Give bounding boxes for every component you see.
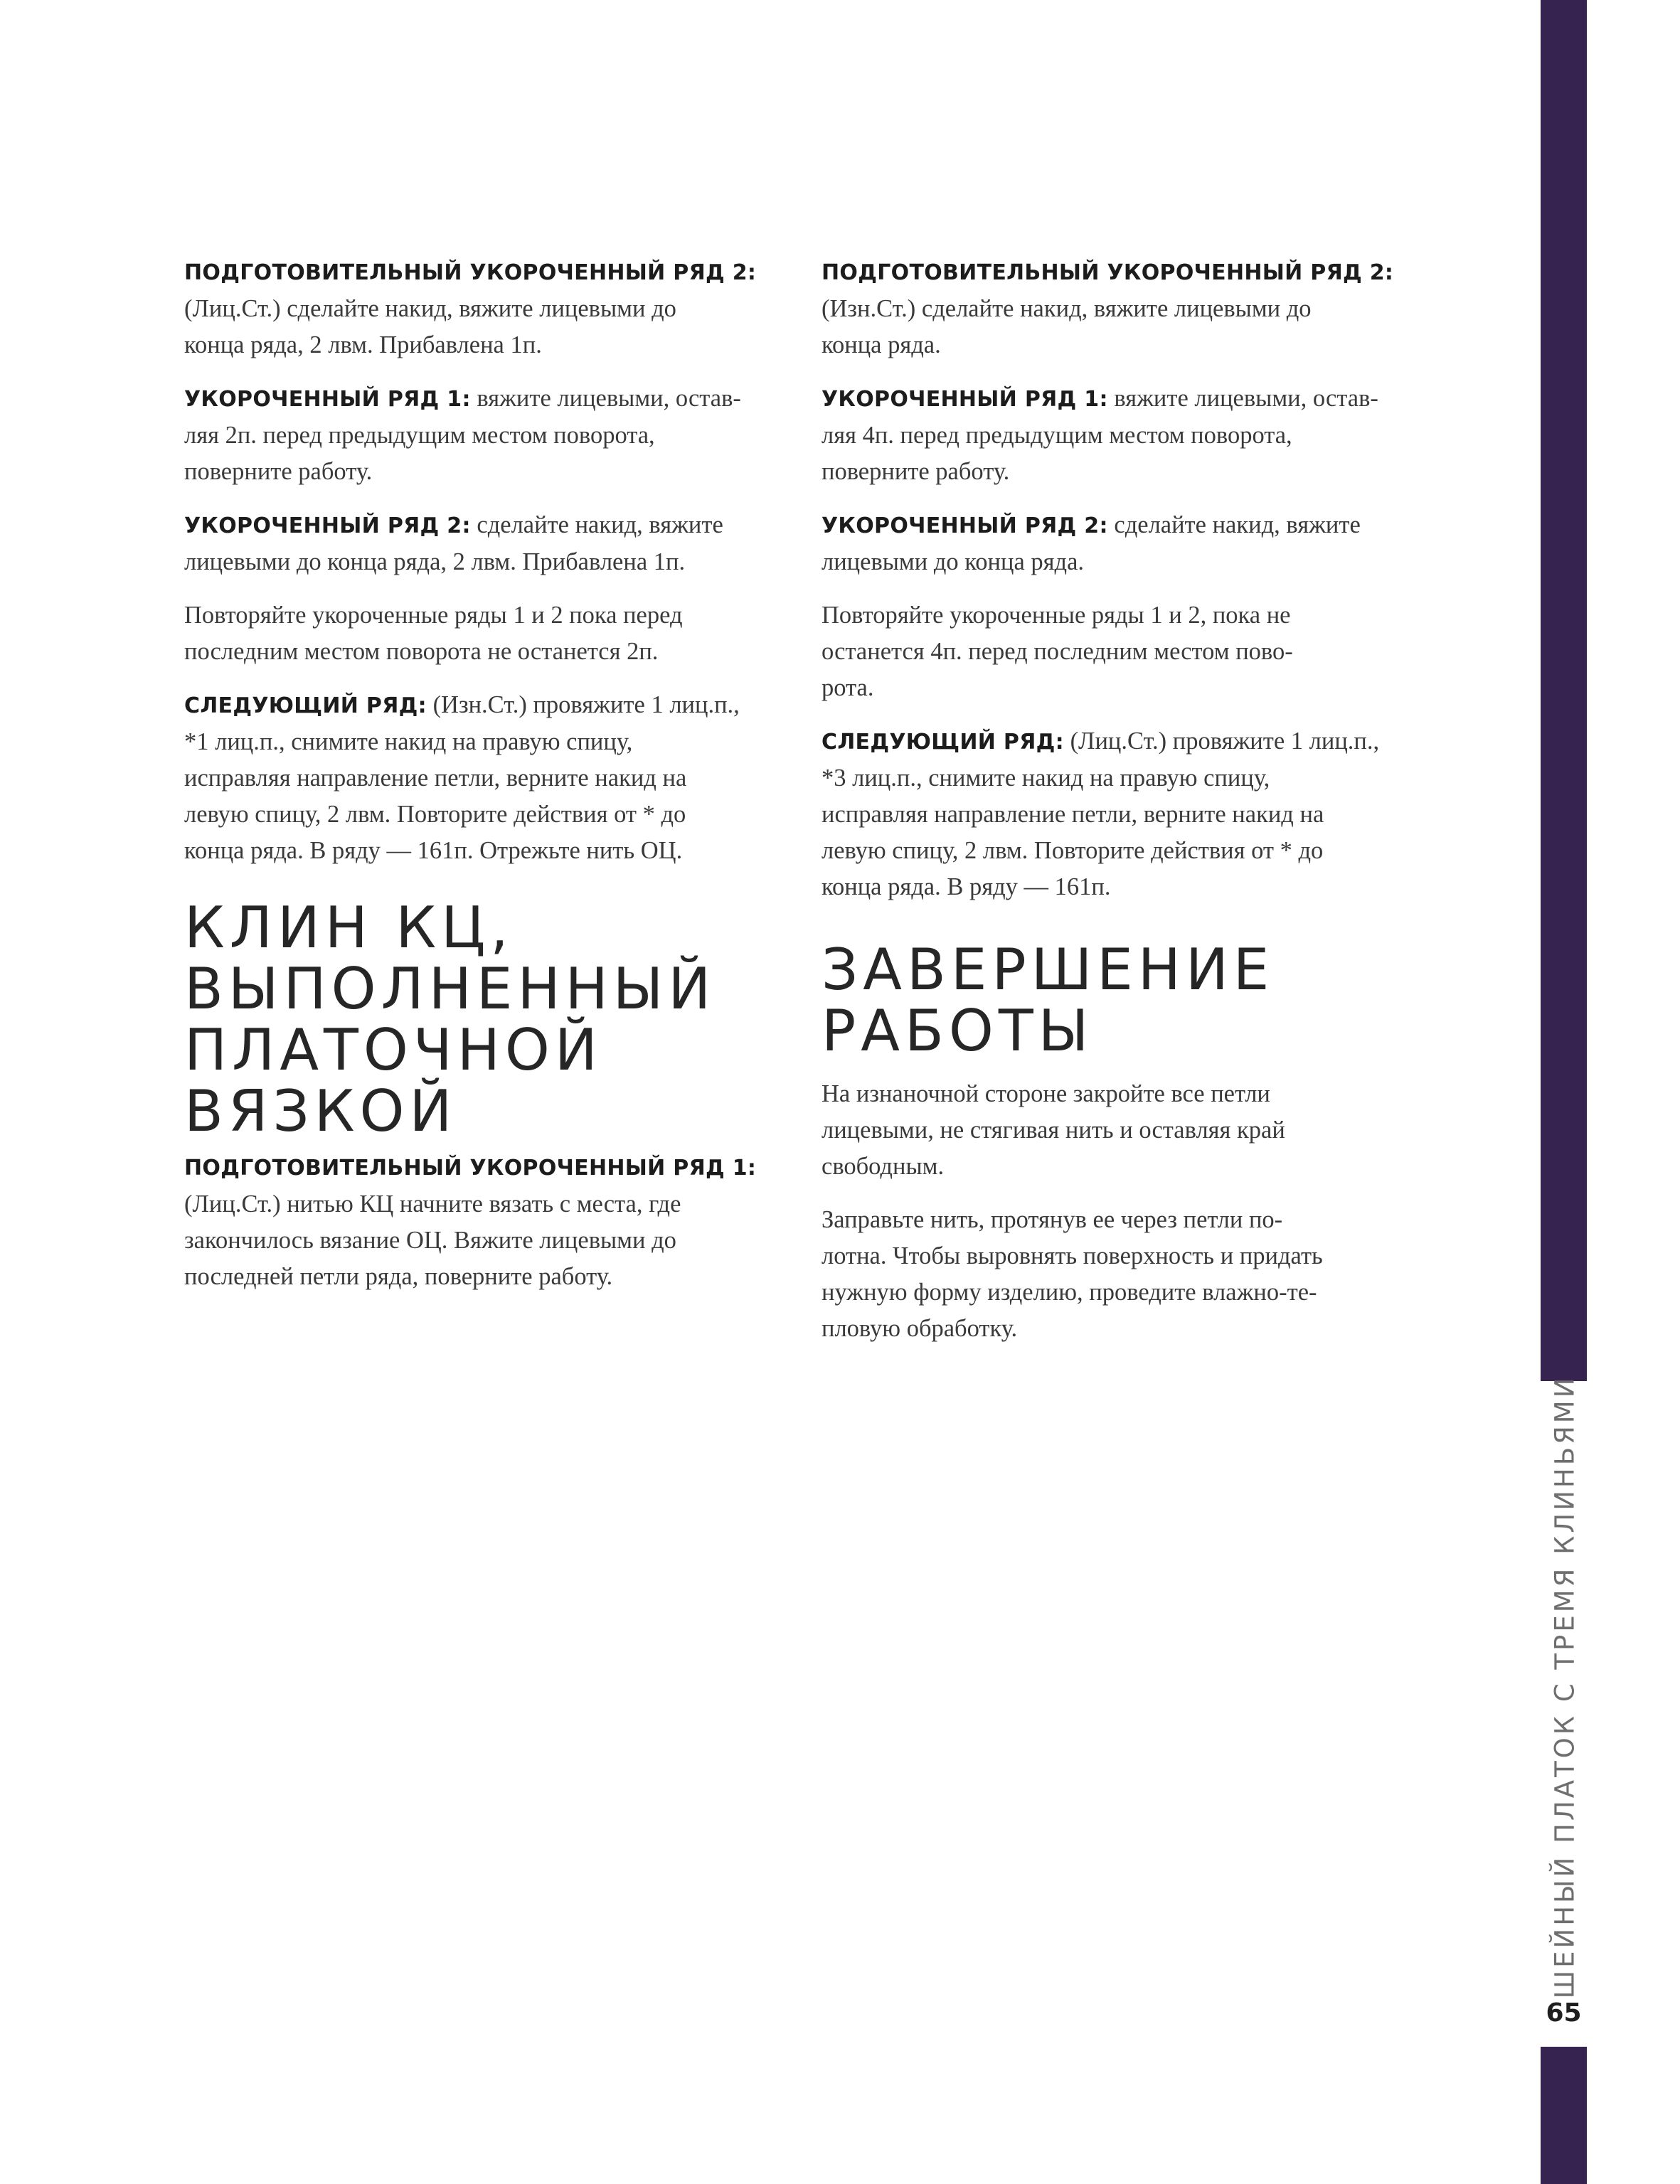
section-title-line: КЛИН КЦ, [184,895,514,961]
paragraph-line: останется 4п. перед последним местом пово- [822,638,1293,665]
paragraph-line: (Лиц.Ст.) сделайте накид, вяжите лицевыми до [184,295,676,322]
left-column [184,254,796,1312]
section-title-line: ВЫПОЛНЕННЫЙ [184,956,716,1022]
paragraph-line: *3 лиц.п., снимите накид на правую спицу, [822,765,1270,792]
paragraph-lead: ПОДГОТОВИТЕЛЬНЫЙ УКОРОЧЕННЫЙ РЯД 2: [184,260,757,285]
paragraph-line: левую спицу, 2 лвм. Повторите действия от * до [822,837,1324,864]
paragraph [822,380,1433,490]
right-paragraphs-bottom [822,1076,1433,1347]
paragraph-lead: ПОДГОТОВИТЕЛЬНЫЙ УКОРОЧЕННЫЙ РЯД 1: [184,1156,757,1181]
paragraph-lead: СЛЕДУЮЩИЙ РЯД: [822,730,1064,755]
paragraph-lead: СЛЕДУЮЩИЙ РЯД: [184,693,427,718]
paragraph [184,380,796,490]
paragraph [184,254,796,363]
section-title-line: ЗАВЕРШЕНИЕ [822,937,1275,1003]
paragraph-line: конца ряда. В ряду — 161п. Отрежьте нить ОЦ. [184,837,683,864]
page-number: 65 [1546,1998,1582,2028]
paragraph [184,597,796,670]
right-paragraphs-top [822,254,1433,905]
left-paragraphs-bottom [184,1149,796,1295]
paragraph-first-line: вяжите лицевыми, остав- [470,385,741,412]
sidebar-band-bottom [1541,2047,1587,2184]
paragraph-line: лотна. Чтобы выровнять поверхность и придать [822,1242,1323,1269]
paragraph-line: закончилось вязание ОЦ. Вяжите лицевыми до [184,1227,676,1254]
paragraph [822,1202,1433,1347]
paragraph-line: лицевыми, не стягивая нить и оставляя край [822,1117,1285,1144]
paragraph-lead: УКОРОЧЕННЫЙ РЯД 2: [822,513,1108,538]
paragraph [184,1149,796,1295]
paragraph [822,254,1433,363]
paragraph [822,597,1433,706]
paragraph-line: нужную форму изделию, проведите влажно-те- [822,1279,1317,1306]
section-title-line: ПЛАТОЧНОЙ [184,1017,602,1083]
paragraph-first-line: (Лиц.Ст.) провяжите 1 лиц.п., [1063,728,1380,755]
paragraph-line: Повторяйте укороченные ряды 1 и 2 пока перед [184,602,683,629]
paragraph-line: На изнаночной стороне закройте все петли [822,1080,1270,1107]
paragraph-line: последним местом поворота не останется 2п. [184,638,659,665]
paragraph-line: левую спицу, 2 лвм. Повторите действия от * до [184,801,686,828]
section-title-line: ВЯЗКОЙ [184,1078,457,1144]
paragraph-line: ляя 4п. перед предыдущим местом поворота, [822,422,1292,449]
paragraph-line: пловую обработку. [822,1315,1018,1342]
paragraph [184,687,796,869]
paragraph-line: поверните работу. [822,458,1010,485]
paragraph-lead: ПОДГОТОВИТЕЛЬНЫЙ УКОРОЧЕННЫЙ РЯД 2: [822,260,1394,285]
section-title-line: РАБОТЫ [822,998,1094,1064]
paragraph-line: свободным. [822,1153,945,1180]
paragraph-line: лицевыми до конца ряда. [822,548,1085,575]
paragraph-first-line: вяжите лицевыми, остав- [1107,385,1378,412]
section-title-finishing [822,939,1433,1062]
paragraph-line: исправляя направление петли, верните накид на [184,765,687,792]
paragraph-line: ляя 2п. перед предыдущим местом поворота, [184,422,655,449]
paragraph-line: рота. [822,674,874,701]
chapter-label: ШЕЙНЫЙ ПЛАТОК С ТРЕМЯ КЛИНЬЯМИ [1549,1375,1580,1999]
paragraph-line: Заправьте нить, протянув ее через петли по- [822,1206,1283,1233]
right-column [822,254,1433,1364]
paragraph-lead: УКОРОЧЕННЫЙ РЯД 1: [822,387,1108,412]
paragraph [822,507,1433,580]
sidebar-band-top [1541,0,1587,1381]
paragraph [822,723,1433,905]
paragraph-line: поверните работу. [184,458,373,485]
paragraph-line: исправляя направление петли, верните накид на [822,801,1324,828]
paragraph-line: (Лиц.Ст.) нитью КЦ начните вязать с места, где [184,1190,681,1218]
paragraph-line: конца ряда, 2 лвм. Прибавлена 1п. [184,331,542,358]
paragraph [822,1076,1433,1185]
paragraph [184,507,796,580]
paragraph-line: (Изн.Ст.) сделайте накид, вяжите лицевыми до [822,295,1312,322]
paragraph-line: последней петли ряда, поверните работу. [184,1263,613,1290]
paragraph-line: лицевыми до конца ряда, 2 лвм. Прибавлена 1п. [184,548,686,575]
left-paragraphs-top [184,254,796,869]
section-title-klin [184,897,796,1142]
paragraph-line: *1 лиц.п., снимите накид на правую спицу, [184,728,633,755]
paragraph-lead: УКОРОЧЕННЫЙ РЯД 1: [184,387,471,412]
paragraph-first-line: сделайте накид, вяжите [470,511,723,538]
paragraph-line: конца ряда. В ряду — 161п. [822,873,1111,900]
paragraph-line: Повторяйте укороченные ряды 1 и 2, пока не [822,602,1291,629]
paragraph-lead: УКОРОЧЕННЫЙ РЯД 2: [184,513,471,538]
paragraph-first-line: (Изн.Ст.) провяжите 1 лиц.п., [426,691,740,718]
paragraph-first-line: сделайте накид, вяжите [1107,511,1361,538]
paragraph-line: конца ряда. [822,331,941,358]
